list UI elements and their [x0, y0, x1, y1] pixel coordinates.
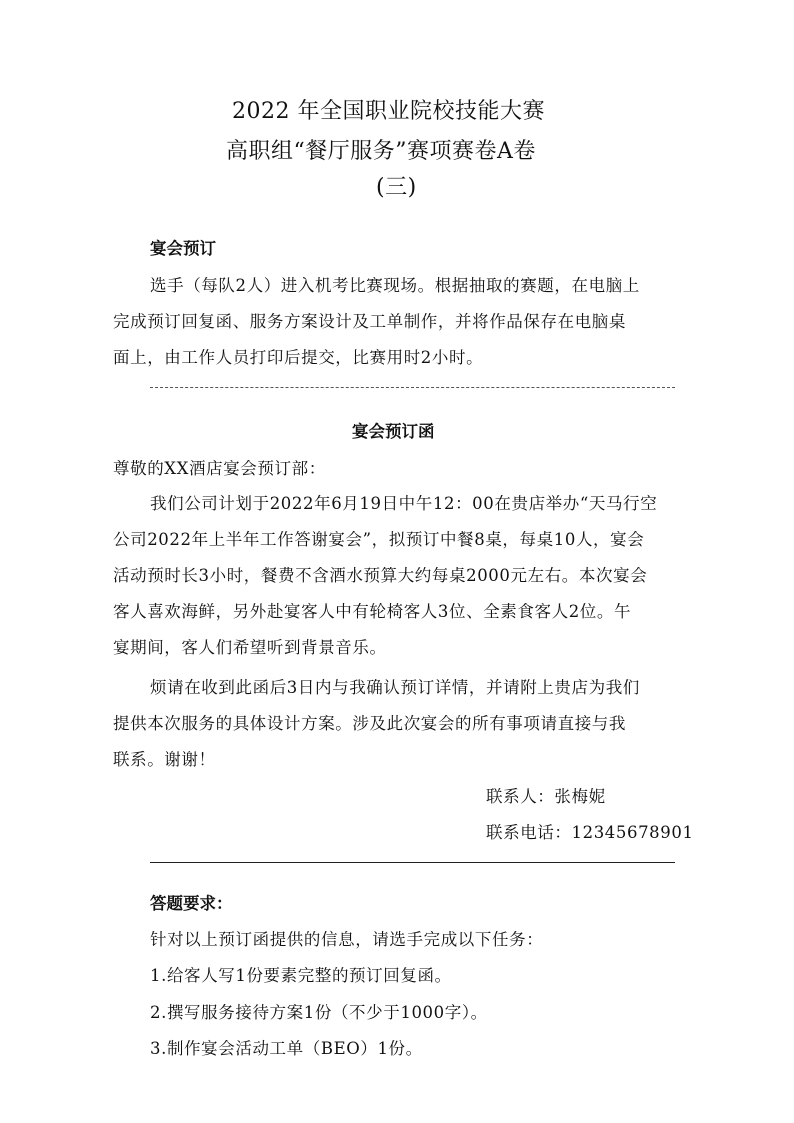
title-line-1: 2022 年全国职业院校技能大赛: [232, 99, 545, 124]
letter-line: 公司2022年上半年工作答谢宴会”，拟预订中餐8桌，每桌10人，宴会: [113, 530, 645, 549]
intro-line: 面上，由工作人员打印后提交，比赛用时2小时。: [113, 348, 484, 367]
letter-salutation: 尊敬的XX酒店宴会预订部：: [113, 459, 326, 478]
intro-line: 选手（每队2人）进入机考比赛现场。根据抽取的赛题，在电脑上: [150, 276, 640, 295]
letter-line: 联系。谢谢！: [113, 750, 216, 769]
letter-line: 提供本次服务的具体设计方案。涉及此次宴会的所有事项请直接与我: [113, 714, 626, 733]
requirement-item: 2.撰写服务接待方案1份（不少于1000字）。: [150, 1003, 488, 1022]
letter-line: 烦请在收到此函后3日内与我确认预订详情，并请附上贵店为我们: [150, 678, 640, 697]
letter-heading: 宴会预订函: [352, 422, 435, 441]
requirements-heading: 答题要求：: [150, 894, 233, 913]
requirement-item: 1.给客人写1份要素完整的预订回复函。: [150, 966, 452, 985]
letter-line: 我们公司计划于2022年6月19日中午12：00在贵店举办“天马行空: [150, 494, 658, 513]
contact-person: 联系人：张梅妮: [486, 787, 606, 806]
intro-heading: 宴会预订: [150, 239, 216, 258]
letter-line: 宴期间，客人们希望听到背景音乐。: [113, 638, 387, 657]
letter-line: 活动预时长3小时，餐费不含酒水预算大约每桌2000元左右。本次宴会: [113, 566, 648, 585]
solid-divider: [150, 862, 675, 863]
title-line-3: (三): [376, 175, 417, 200]
title-line-2: 高职组“餐厅服务”赛项赛卷A卷: [226, 139, 536, 164]
contact-phone: 联系电话：12345678901: [486, 823, 694, 842]
requirements-intro: 针对以上预订函提供的信息，请选手完成以下任务：: [150, 930, 544, 949]
letter-line: 客人喜欢海鲜，另外赴宴客人中有轮椅客人3位、全素食客人2位。午: [113, 602, 632, 621]
intro-line: 完成预订回复函、服务方案设计及工单制作，并将作品保存在电脑桌: [113, 312, 626, 331]
requirement-item: 3.制作宴会活动工单（BEO）1份。: [150, 1039, 423, 1058]
dashed-divider: [150, 387, 675, 388]
